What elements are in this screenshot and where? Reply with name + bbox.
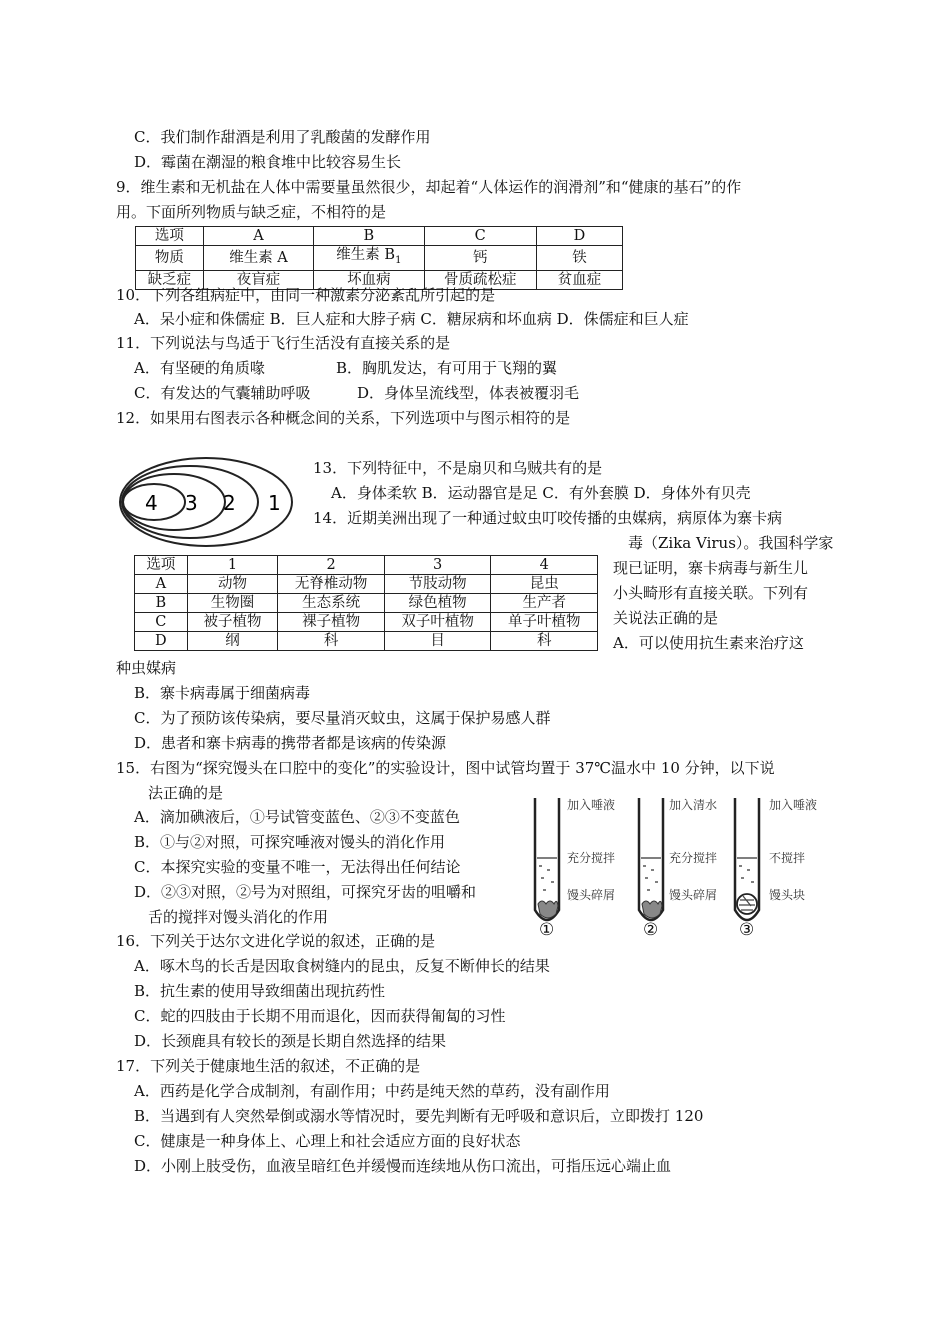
table-cell: 贫血症 (536, 270, 622, 289)
question-14-stem-cont: 毒（Zika Virus）。我国科学家 (628, 534, 834, 552)
table-cell: C (135, 613, 188, 632)
table-cell: 1 (187, 556, 278, 575)
table-cell: 昆虫 (491, 575, 598, 594)
table-cell: 生产者 (491, 594, 598, 613)
option-c: C．健康是一种身体上、心理上和社会适应方面的良好状态 (134, 1132, 521, 1150)
table-cell: B (314, 227, 424, 246)
table-cell: 3 (384, 556, 491, 575)
table-cell: 选项 (135, 556, 188, 575)
table-row (135, 556, 598, 575)
table-cell: 动物 (187, 575, 278, 594)
option-a: A．有坚硬的角质喙 (134, 359, 265, 377)
table-row (136, 227, 623, 246)
table-cell: 铁 (536, 246, 622, 271)
tube-1-number: ① (539, 920, 555, 940)
question-14-stem-cont: 关说法正确的是 (613, 609, 719, 627)
question-13-options: A．身体柔软 B．运动器官是足 C．有外套膜 D．身体外有贝壳 (331, 484, 751, 502)
table-cell: B (135, 594, 188, 613)
table-cell: 生态系统 (278, 594, 385, 613)
table-cell: 4 (491, 556, 598, 575)
question-9-stem-cont: 用。下面所列物质与缺乏症，不相符的是 (116, 203, 387, 221)
question-16-stem: 16．下列关于达尔文进化学说的叙述，正确的是 (116, 932, 436, 950)
tube-2-label-bot: 馒头碎屑 (669, 888, 718, 902)
table-cell: 缺乏症 (136, 270, 204, 289)
diagram-label-3: 3 (185, 491, 198, 515)
option-d: D．霉菌在潮湿的粮食堆中比较容易生长 (134, 153, 402, 171)
table-cell: 被子植物 (187, 613, 278, 632)
table-cell: D (536, 227, 622, 246)
option-c: C．我们制作甜酒是利用了乳酸菌的发酵作用 (134, 128, 431, 146)
question-13-stem: 13．下列特征中，不是扇贝和乌贼共有的是 (313, 459, 603, 477)
table-cell: 骨质疏松症 (424, 270, 536, 289)
option-d: D．患者和寨卡病毒的携带者都是该病的传染源 (134, 734, 447, 752)
test-tube-figure (525, 792, 845, 942)
table-cell: 无脊椎动物 (278, 575, 385, 594)
table-cell: A (203, 227, 313, 246)
tube-2-label-top: 加入清水 (669, 798, 718, 812)
table-cell: 夜盲症 (203, 270, 313, 289)
tube-1-label-bot: 馒头碎屑 (567, 888, 616, 902)
table-cell: 维生素 A (203, 246, 313, 271)
question-10-stem: 10．下列各组病症中，由同一种激素分泌紊乱所引起的是 (116, 286, 496, 304)
concept-nesting-diagram (118, 455, 298, 549)
question-15-stem: 15．右图为“探究馒头在口腔中的变化”的实验设计，图中试管均置于 37℃温水中 10 分钟，以下说 (116, 759, 775, 777)
table-cell: 物质 (136, 246, 204, 271)
option-a: A．西药是化学合成制剂，有副作用；中药是纯天然的草药，没有副作用 (134, 1082, 610, 1100)
table-cell: 科 (278, 632, 385, 651)
table-cell: 选项 (136, 227, 204, 246)
table-row (135, 575, 598, 594)
table-row (135, 613, 598, 632)
option-a: A．可以使用抗生素来治疗这 (613, 634, 804, 652)
table-cell: 单子叶植物 (491, 613, 598, 632)
diagram-label-2: 2 (223, 491, 236, 515)
option-a-cont: 种虫媒病 (116, 659, 177, 677)
tube-2-number: ② (643, 920, 659, 940)
tube-3-label-mid: 不搅拌 (769, 851, 806, 865)
table-cell: 坏血病 (314, 270, 424, 289)
table-row (136, 246, 623, 271)
option-b: B．抗生素的使用导致细菌出现抗药性 (134, 982, 386, 1000)
option-c: C．有发达的气囊辅助呼吸 (134, 384, 311, 402)
table-cell: 裸子植物 (278, 613, 385, 632)
option-a: A．滴加碘液后，①号试管变蓝色、②③不变蓝色 (134, 808, 460, 826)
diagram-label-1: 1 (268, 491, 281, 515)
table-cell: D (135, 632, 188, 651)
option-d: D．②③对照，②号为对照组，可探究牙齿的咀嚼和 (134, 883, 477, 901)
question-14-stem-cont: 现已证明，寨卡病毒与新生儿 (613, 559, 809, 577)
question-9-table (135, 226, 623, 290)
table-cell: 目 (384, 632, 491, 651)
question-15-stem-cont: 法正确的是 (148, 784, 224, 802)
question-14-stem: 14．近期美洲出现了一种通过蚊虫叮咬传播的虫媒病，病原体为寨卡病 (313, 509, 783, 527)
option-c: C．为了预防该传染病，要尽量消灭蚊虫，这属于保护易感人群 (134, 709, 551, 727)
question-9-stem: 9．维生素和无机盐在人体中需要量虽然很少，却起着“人体运作的润滑剂”和“健康的基石”的作 (116, 178, 742, 196)
question-11-stem: 11．下列说法与鸟适于飞行生活没有直接关系的是 (116, 334, 451, 352)
subscript: 1 (395, 254, 402, 266)
option-d: D．身体呈流线型，体表被覆羽毛 (357, 384, 580, 402)
option-c: C．蛇的四肢由于长期不用而退化，因而获得匍匐的习性 (134, 1007, 506, 1025)
tube-1-label-mid: 充分搅拌 (567, 851, 616, 865)
question-10-options: A．呆小症和侏儒症 B．巨人症和大脖子病 C．糖尿病和坏血病 D．侏儒症和巨人症 (134, 310, 689, 328)
vitamin-b-label: 维生素 B (336, 247, 396, 263)
table-cell: 生物圈 (187, 594, 278, 613)
diagram-label-4: 4 (145, 491, 158, 515)
table-cell: 纲 (187, 632, 278, 651)
table-cell: 节肢动物 (384, 575, 491, 594)
ellipse-3 (123, 474, 225, 530)
table-cell: 钙 (424, 246, 536, 271)
question-12-table (134, 555, 598, 651)
tube-3-number: ③ (739, 920, 755, 940)
tube-3-label-bot: 馒头块 (769, 888, 806, 902)
option-a: A．啄木鸟的长舌是因取食树缝内的昆虫，反复不断伸长的结果 (134, 957, 550, 975)
table-cell: C (424, 227, 536, 246)
table-cell (314, 246, 424, 271)
table-cell: 科 (491, 632, 598, 651)
option-b: B．寨卡病毒属于细菌病毒 (134, 684, 311, 702)
table-cell: 绿色植物 (384, 594, 491, 613)
question-12-stem: 12．如果用右图表示各种概念间的关系，下列选项中与图示相符的是 (116, 409, 571, 427)
question-14-stem-cont: 小头畸形有直接关联。下列有 (613, 584, 809, 602)
option-d-cont: 舌的搅拌对馒头消化的作用 (148, 908, 329, 926)
table-cell: A (135, 575, 188, 594)
tube-3-label-top: 加入唾液 (769, 798, 818, 812)
table-row (135, 594, 598, 613)
option-b: B．①与②对照，可探究唾液对馒头的消化作用 (134, 833, 446, 851)
table-cell: 双子叶植物 (384, 613, 491, 632)
table-row (135, 632, 598, 651)
option-d: D．小刚上肢受伤，血液呈暗红色并缓慢而连续地从伤口流出，可指压远心端止血 (134, 1157, 672, 1175)
table-cell: 2 (278, 556, 385, 575)
tube-2-label-mid: 充分搅拌 (669, 851, 718, 865)
option-c: C．本探究实验的变量不唯一，无法得出任何结论 (134, 858, 461, 876)
option-b: B．当遇到有人突然晕倒或溺水等情况时，要先判断有无呼吸和意识后，立即拨打 120 (134, 1107, 704, 1125)
question-17-stem: 17．下列关于健康地生活的叙述，不正确的是 (116, 1057, 421, 1075)
option-d: D．长颈鹿具有较长的颈是长期自然选择的结果 (134, 1032, 447, 1050)
tube-1-label-top: 加入唾液 (567, 798, 616, 812)
option-b: B．胸肌发达，有可用于飞翔的翼 (336, 359, 558, 377)
